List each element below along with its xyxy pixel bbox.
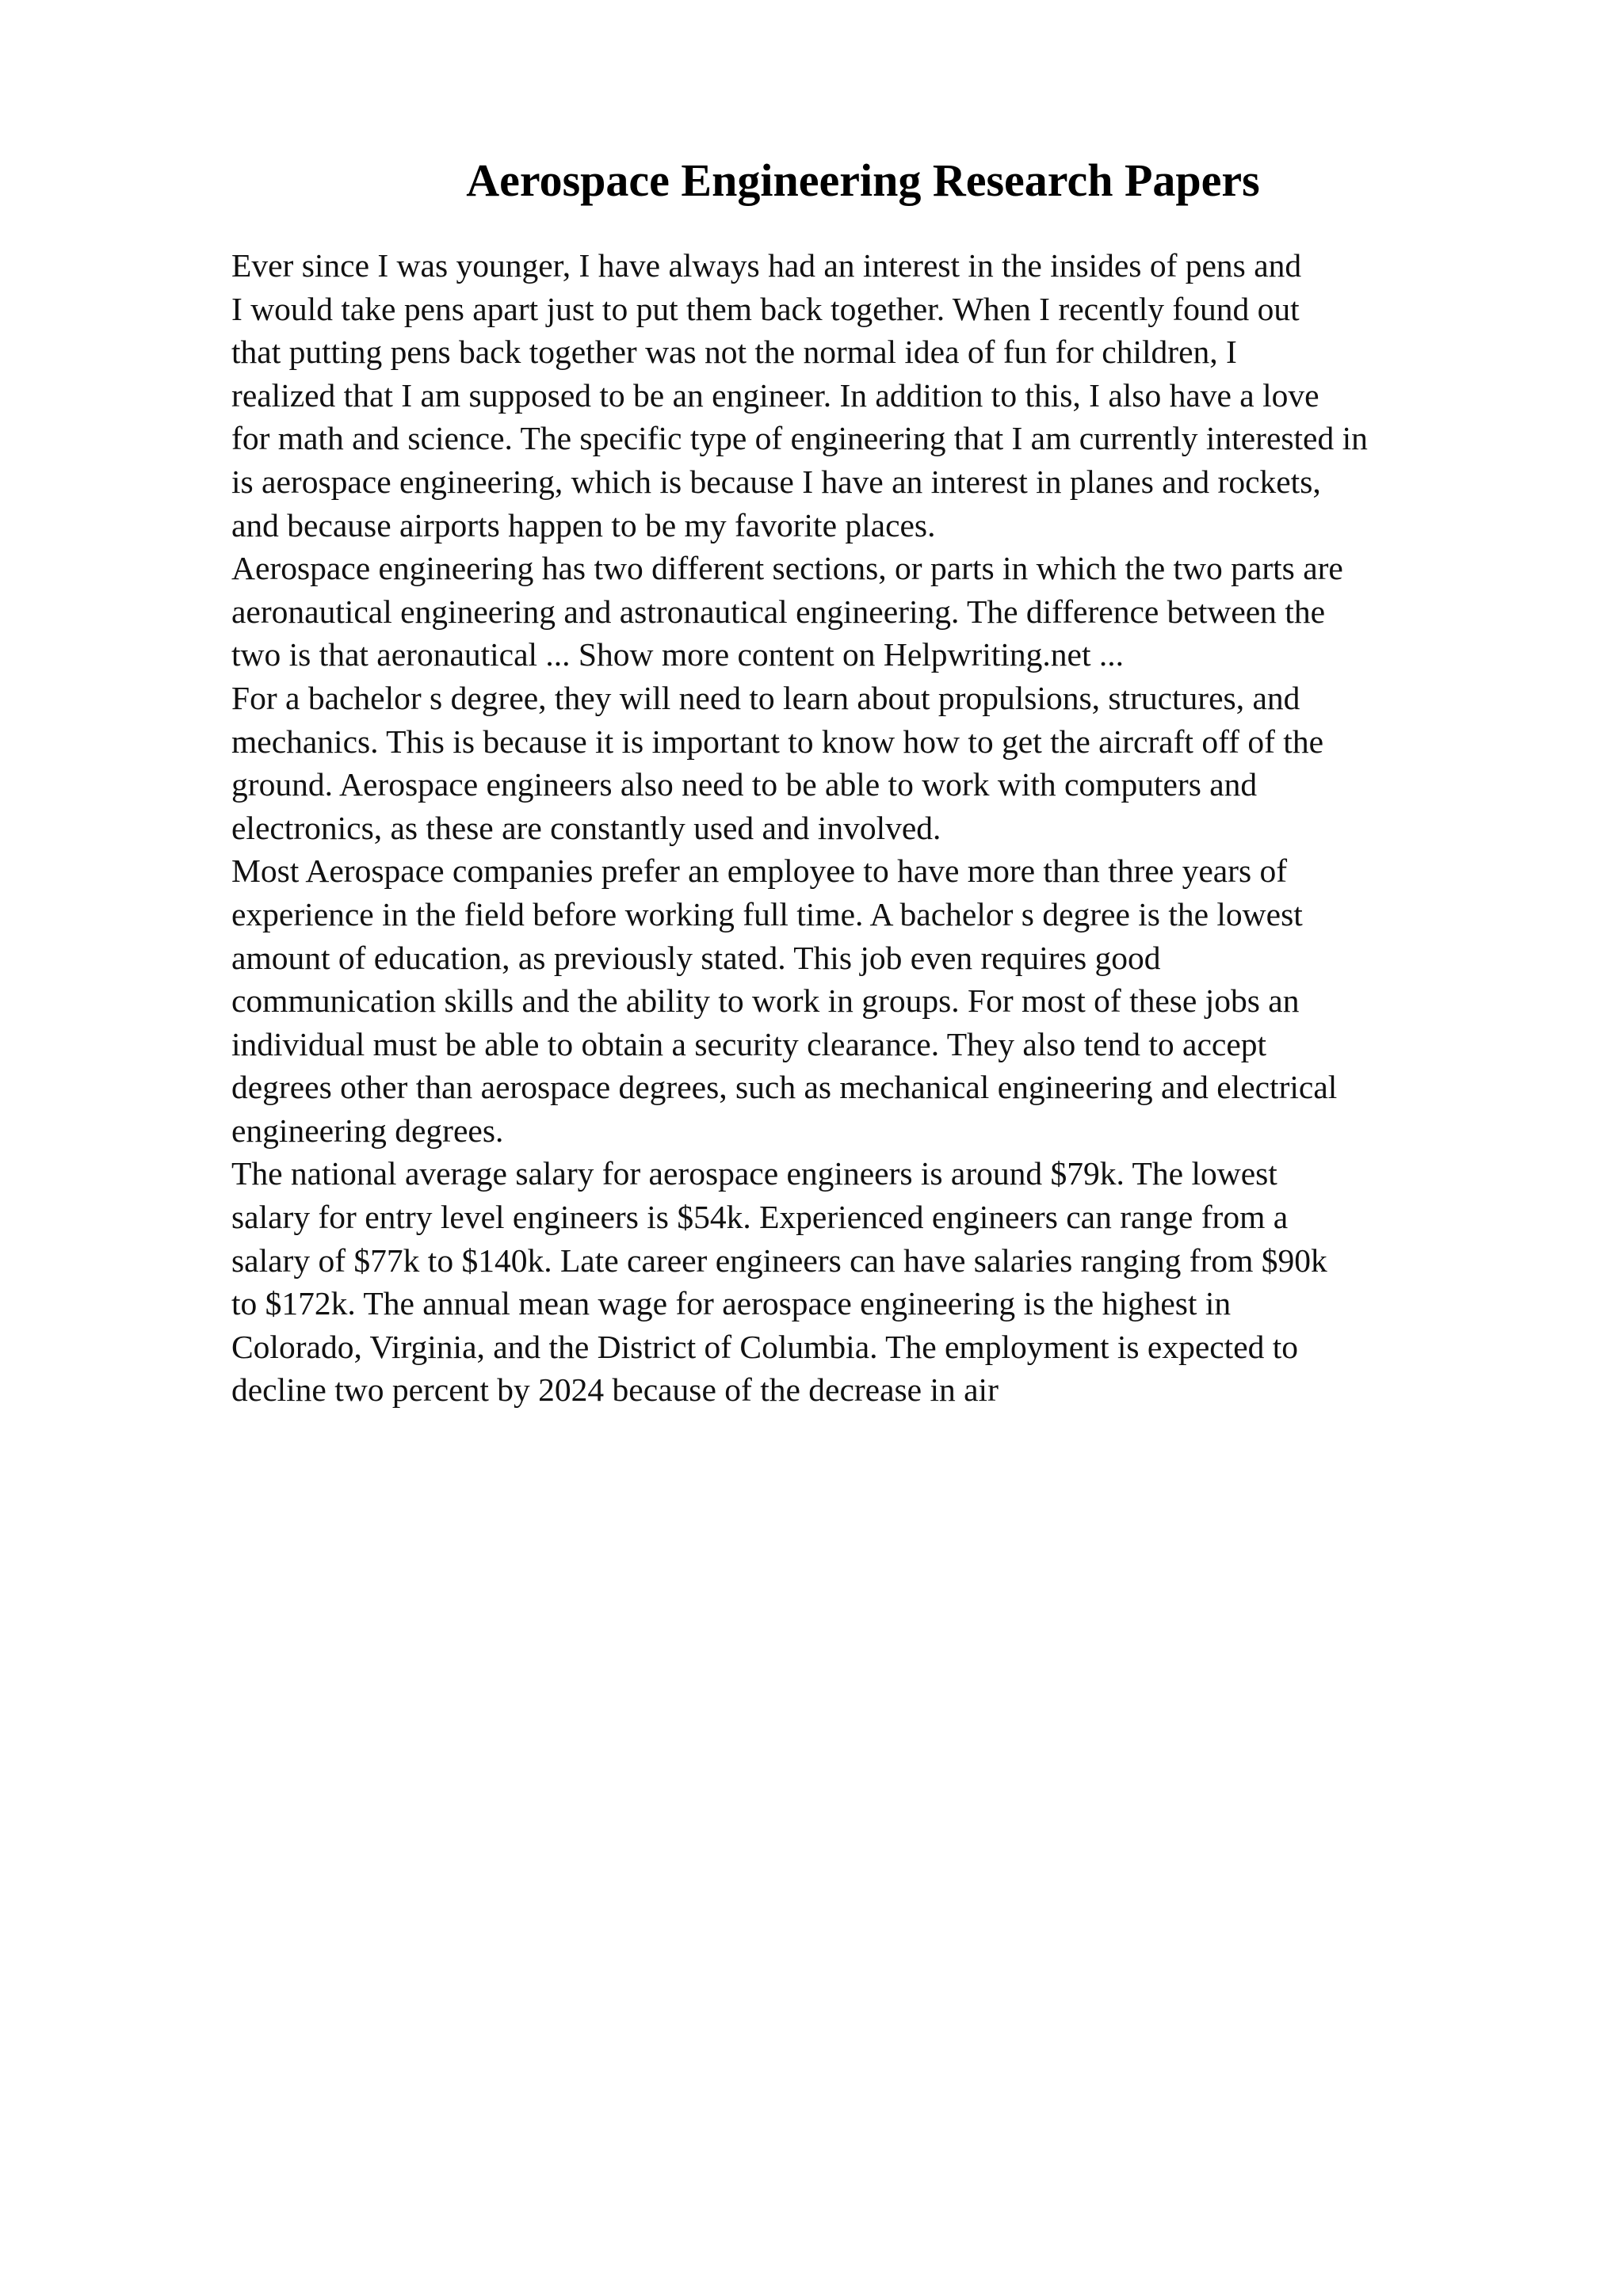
body-line: Aerospace engineering has two different sections, or parts in which the two parts are [231, 550, 1343, 587]
body-line: Colorado, Virginia, and the District of Columbia. The employment is expected to [231, 1328, 1299, 1365]
document-title: Aerospace Engineering Research Papers [466, 154, 1260, 206]
body-line: aeronautical engineering and astronautical engineering. The difference between the [231, 593, 1325, 630]
body-line: for math and science. The specific type of engineering that I am currently interested in [231, 420, 1368, 457]
body-line: two is that aeronautical ... Show more content on Helpwriting.net ... [231, 636, 1125, 673]
body-line: For a bachelor s degree, they will need to learn about propulsions, structures, and [231, 679, 1300, 716]
body-line: ground. Aerospace engineers also need to be able to work with computers and [231, 766, 1258, 803]
body-line: degrees other than aerospace degrees, such as mechanical engineering and electrical [231, 1069, 1338, 1106]
body-line: to $172k. The annual mean wage for aerospace engineering is the highest in [231, 1285, 1232, 1322]
body-line: Ever since I was younger, I have always had an interest in the insides of pens and [231, 247, 1302, 284]
body-line: individual must be able to obtain a security clearance. They also tend to accept [231, 1025, 1267, 1062]
body-line: is aerospace engineering, which is because I have an interest in planes and rockets, [231, 463, 1321, 500]
body-line: engineering degrees. [231, 1112, 504, 1149]
body-line: The national average salary for aerospace engineers is around $79k. The lowest [231, 1155, 1277, 1192]
body-line: electronics, as these are constantly used and involved. [231, 809, 941, 846]
document-body [231, 244, 1515, 1412]
body-line: realized that I am supposed to be an engineer. In addition to this, I also have a love [231, 376, 1319, 414]
body-line: that putting pens back together was not the normal idea of fun for children, I [231, 334, 1237, 371]
body-line: I would take pens apart just to put them back together. When I recently found out [231, 290, 1300, 327]
body-line: and because airports happen to be my favorite places. [231, 506, 936, 543]
body-line: experience in the field before working full time. A bachelor s degree is the lowest [231, 895, 1303, 933]
body-line: decline two percent by 2024 because of the decrease in air [231, 1371, 999, 1409]
body-line: communication skills and the ability to work in groups. For most of these jobs an [231, 982, 1300, 1020]
body-line: mechanics. This is because it is important to know how to get the aircraft off of the [231, 723, 1323, 760]
body-line: salary of $77k to $140k. Late career engineers can have salaries ranging from $90k [231, 1241, 1327, 1279]
body-line: amount of education, as previously stated. This job even requires good [231, 939, 1161, 976]
body-line: salary for entry level engineers is $54k. Experienced engineers can range from a [231, 1199, 1289, 1236]
body-line: Most Aerospace companies prefer an employee to have more than three years of [231, 852, 1288, 890]
